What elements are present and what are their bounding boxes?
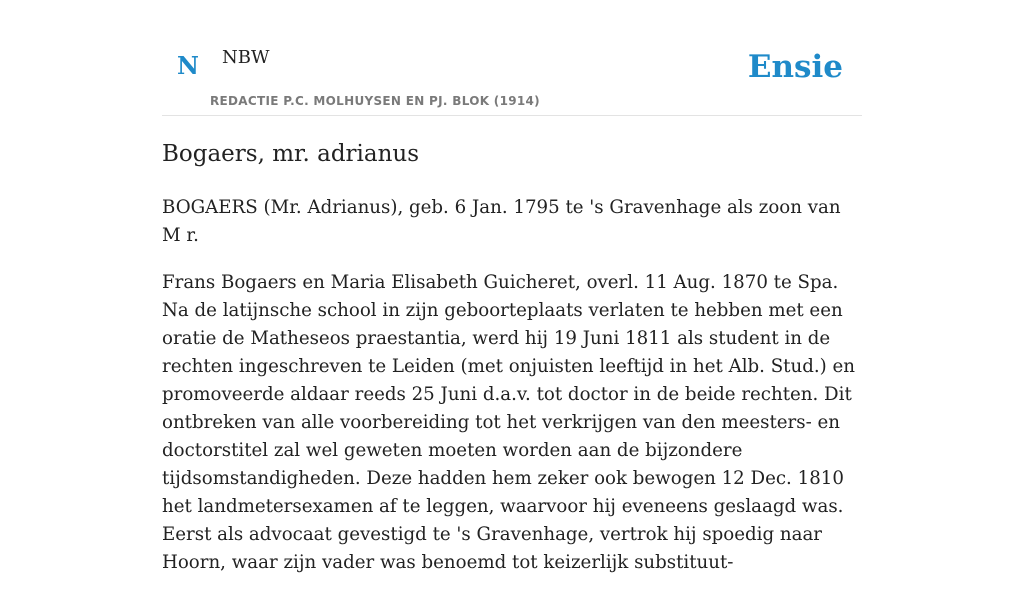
article-title: Bogaers, mr. adrianus (162, 141, 420, 167)
source-logo[interactable]: N (177, 51, 199, 80)
article (162, 138, 862, 596)
source-name[interactable]: NBW (222, 47, 270, 68)
site-header (162, 0, 862, 116)
article-paragraph: Frans Bogaers en Maria Elisabeth Guicheret, overl. 11 Aug. 1870 te Spa. Na de latijnsche school in zijn geboorteplaats verlaten te hebben met een oratie de Matheseos praestantia, werd hij 19 Juni 1811 als student in de rechten ingeschreven te Leiden (met onjuisten leeftijd in het Alb. Stud.) en promoveerde aldaar reeds 25 Juni d.a.v. tot doctor in de beide rechten. Dit ontbreken van alle voorbereiding tot het verkrijgen van den meesters- en doctorstitel zal wel geweten moeten worden aan de bijzondere tijdsomstandigheden. Deze hadden hem zeker ook bewogen 12 Dec. 1810 het landmetersexamen af te leggen, waarvoor hij eveneens geslaagd was. Eerst als advocaat gevestigd te 's Gravenhage, vertrok hij spoedig naar Hoorn, waar zijn vader was benoemd tot keizerlijk substituut- (162, 272, 855, 573)
article-paragraph: BOGAERS (Mr. Adrianus), geb. 6 Jan. 1795 te 's Gravenhage als zoon van M r. (162, 197, 841, 246)
brand-logo-link[interactable]: Ensie (747, 49, 843, 85)
source-subtitle: REDACTIE P.C. MOLHUYSEN EN PJ. BLOK (1914) (210, 94, 540, 108)
